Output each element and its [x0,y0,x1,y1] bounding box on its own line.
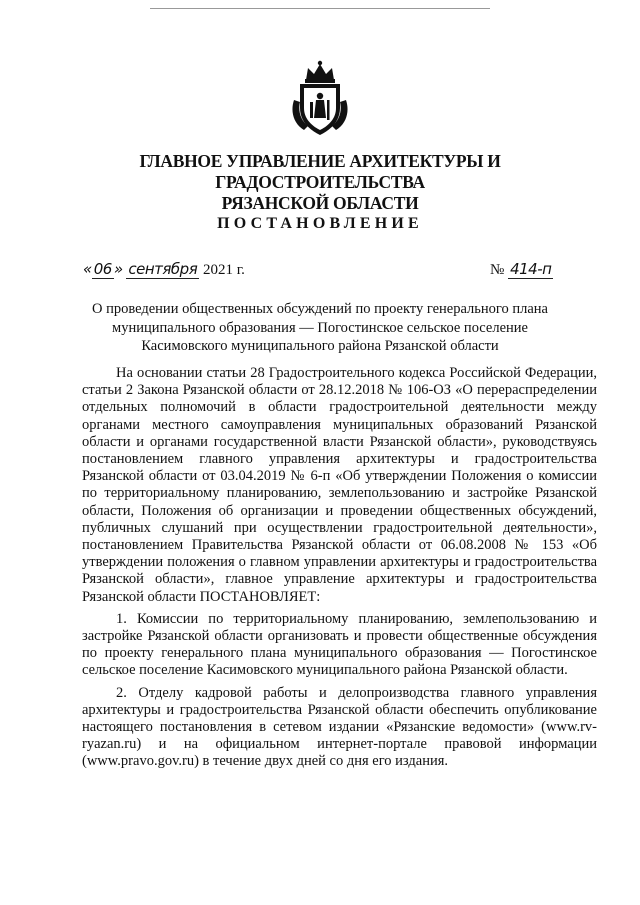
document-type-title: ПОСТАНОВЛЕНИЕ [217,215,423,232]
number-value: 414-п [510,260,552,278]
paragraph-item-1: 1. Комиссии по территориальному планированию, землепользованию и застройке Рязанской области организовать и провести общественные обсуждения по проекту генерального плана муниципального образования — Погостинское сельское поселение Касимовского муниципального района Рязанской области. [82,610,597,679]
document-body [82,365,597,776]
date-year: 2021 г. [202,262,245,278]
date-day: 06 [93,260,112,278]
agency-line-1: ГЛАВНОЕ УПРАВЛЕНИЕ АРХИТЕКТУРЫ И ГРАДОСТРОИТЕЛЬСТВА [139,151,501,192]
subject-line-1: О проведении общественных обсуждений по проекту генерального плана [92,301,548,317]
agency-name [40,151,600,214]
number-prefix: № [490,262,505,278]
document-subject [80,300,560,356]
coat-of-arms-icon [288,60,352,138]
agency-line-2: РЯЗАНСКОЙ ОБЛАСТИ [221,193,419,213]
document-number [490,260,553,279]
paragraph-item-2: 2. Отделу кадровой работы и делопроизводства главного управления архитектуры и градостроительства Рязанской области обеспечить опубликование настоящего постановления в сетевом издании «Рязанские ведомости» (www.rv-ryazan.ru) и на официальном интернет-портале правовой информации (www.pravo.gov.ru) в течение двух дней со дня его издания. [82,684,597,770]
subject-line-2: муниципального образования — Погостинское сельское поселение [112,319,528,336]
subject-line-3: Касимовского муниципального района Рязанской области [141,338,499,354]
top-border-line [150,8,490,9]
date-open-quote: « [83,260,92,278]
date-close-quote: » [113,260,123,278]
document-date [83,260,245,279]
paragraph-preamble: На основании статьи 28 Градостроительного кодекса Российской Федерации, статьи 2 Закона Рязанской области от 28.12.2018 № 106-ОЗ «О перераспределении отдельных полномочий в области градостроительной деятельности между органами местного самоуправления муниципальных образований Рязанской области и органами государственной власти Рязанской области», руководствуясь постановлением главного управления архитектуры и градостроительства Рязанской области от 03.04.2019 № 6-п «Об утверждении Положения о комиссии по территориальному планированию, землепользованию и застройке Рязанской области, Положения об организации и проведении общественных обсуждений, публичных слушаний при осуществлении градостроительной деятельности», постановлением Правительства Рязанской области от 06.08.2008 № 153 «Об утверждении положения о главном управлении архитектуры и градостроительства Рязанской области», главное управление архитектуры и градостроительства Рязанской области ПОСТАНОВЛЯЕТ: [82,365,597,605]
date-month: сентября [128,260,198,278]
